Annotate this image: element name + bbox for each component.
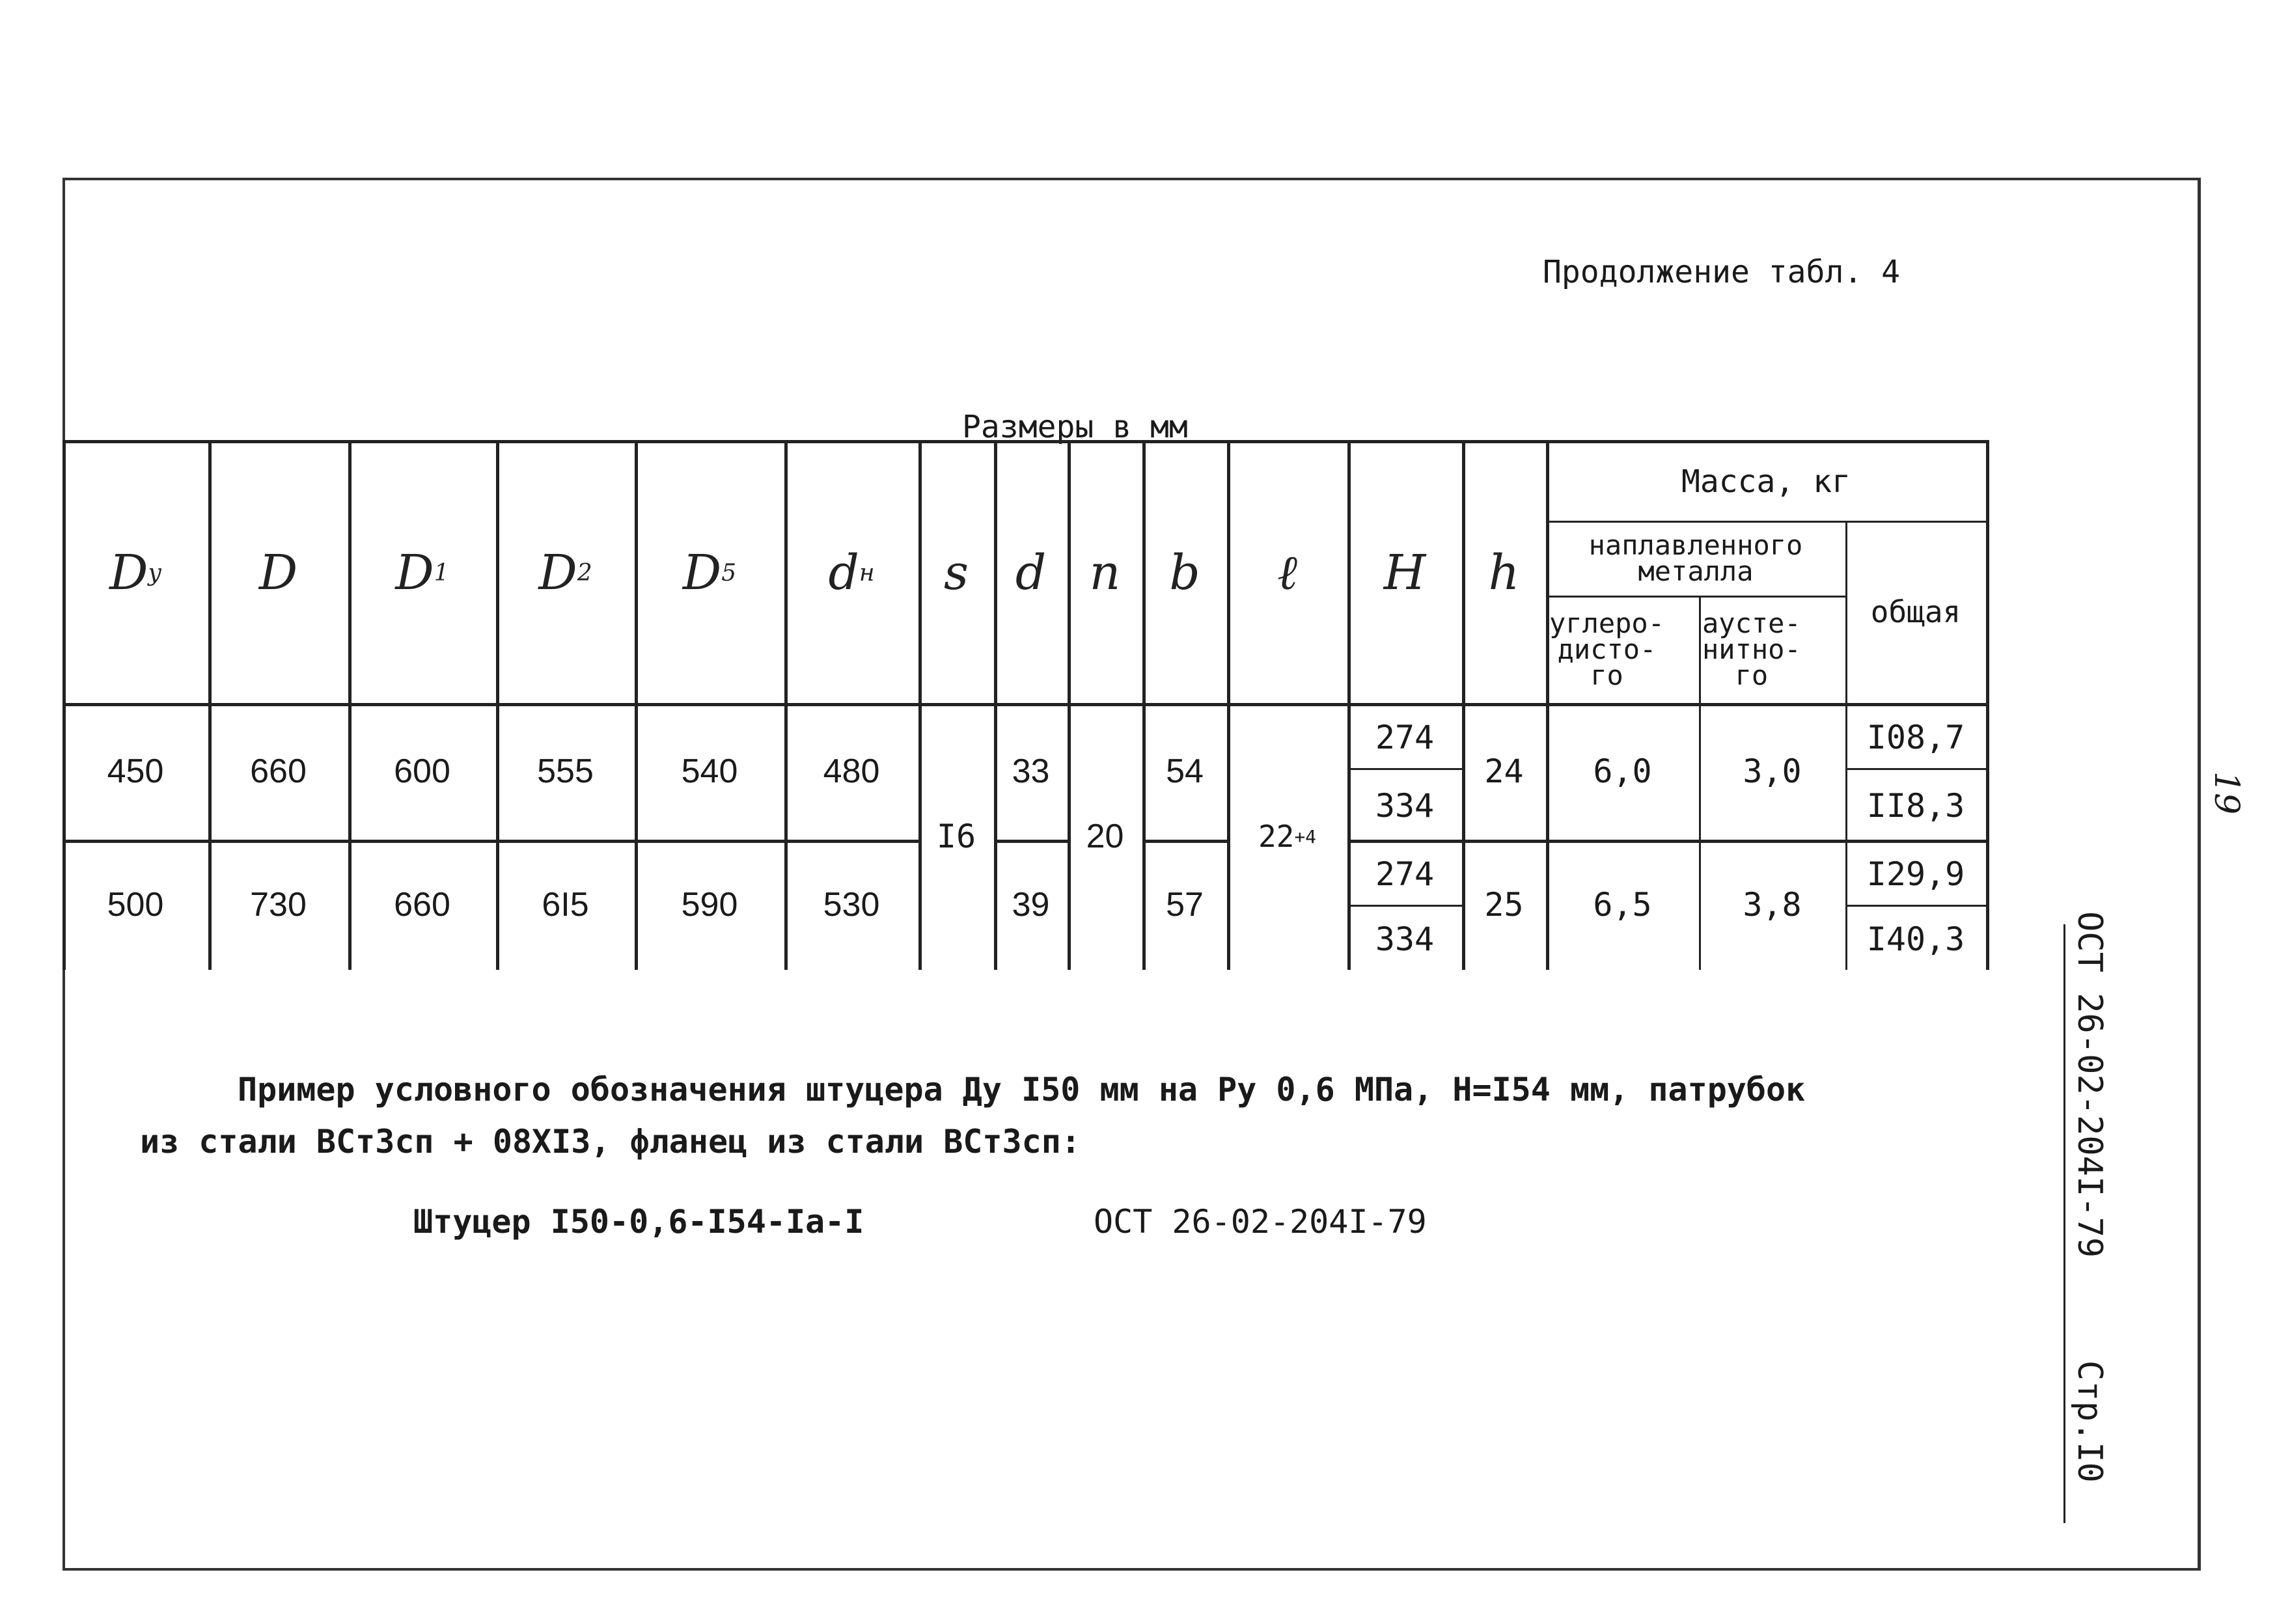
cell-dy: 450 [107,752,164,790]
cell-H-a: 274 [1375,855,1435,893]
units-label: Размеры в мм [962,409,1188,445]
header-carbon: углеро- дисто- го [1549,607,1665,691]
side-page-label: Стр.I0 [2070,1360,2109,1483]
cell-austenitic: 3,0 [1743,752,1802,790]
header-d-hole: d [1015,545,1047,601]
cell-d: 660 [250,752,307,790]
cell-d2: 6I5 [542,886,589,924]
header-deposited: наплавленного металла [1588,529,1803,587]
header-H: H [1383,545,1426,601]
cell-dy: 500 [107,886,164,924]
cell-total-a: I29,9 [1866,855,1965,893]
cell-total-a: I08,7 [1866,718,1965,756]
designation-standard: ОСТ 26-02-204I-79 [1094,1203,1427,1241]
cell-d1: 660 [394,886,450,924]
continuation-label: Продолжение табл. 4 [1543,254,1901,290]
cell-s-shared: I6 [936,818,976,855]
header-d5: D 5 [682,545,737,601]
cell-d1: 600 [394,752,450,790]
side-divider [2063,924,2065,1523]
cell-d5: 590 [681,886,738,924]
header-d1: D 1 [395,545,449,601]
cell-H-a: 274 [1375,718,1435,756]
header-total: общая [1870,594,1961,629]
cell-h: 25 [1484,886,1524,924]
header-mass: Масса, кг [1681,463,1851,500]
header-dy: D y [109,545,161,601]
designation-name: Штуцер I50-0,6-I54-Iа-I [413,1203,864,1241]
cell-d: 730 [250,886,307,924]
cell-H-b: 334 [1375,920,1435,958]
cell-h: 24 [1484,752,1524,790]
example-line-2: из стали ВСт3сп + 08ХI3, фланец из стали ВСт3сп: [140,1123,1081,1161]
cell-n-shared: 20 [1086,818,1124,855]
cell-carbon: 6,0 [1593,752,1652,790]
cell-b: 54 [1166,752,1204,790]
header-dn: d н [828,545,875,601]
cell-b: 57 [1166,886,1204,924]
cell-d-hole: 33 [1012,752,1050,790]
cell-d-hole: 39 [1012,886,1050,924]
cell-l-shared: 22 +4 [1258,819,1317,854]
cell-d5: 540 [681,752,738,790]
header-s: s [944,545,969,601]
header-d-outer: D [258,545,298,601]
header-n: n [1089,545,1121,601]
example-line-1: Пример условного обозначения штуцера Ду I50 мм на Ру 0,6 МПа, Н=I54 мм, патрубок [238,1071,1806,1108]
cell-dn: 530 [823,886,880,924]
cell-austenitic: 3,8 [1743,886,1802,924]
header-h: h [1488,545,1520,601]
cell-total-b: II8,3 [1866,786,1965,825]
cell-d2: 555 [537,752,594,790]
page-mark: 19 [2207,771,2246,815]
cell-carbon: 6,5 [1593,886,1652,924]
cell-total-b: I40,3 [1866,920,1965,958]
header-austenitic: аусте- нитно- го [1702,607,1801,691]
header-l: ℓ [1277,544,1297,601]
header-d2: D 2 [538,545,592,601]
cell-H-b: 334 [1375,786,1435,825]
cell-dn: 480 [823,752,880,790]
header-b: b [1169,545,1200,601]
side-standard-label: ОСТ 26-02-204I-79 [2070,911,2109,1258]
